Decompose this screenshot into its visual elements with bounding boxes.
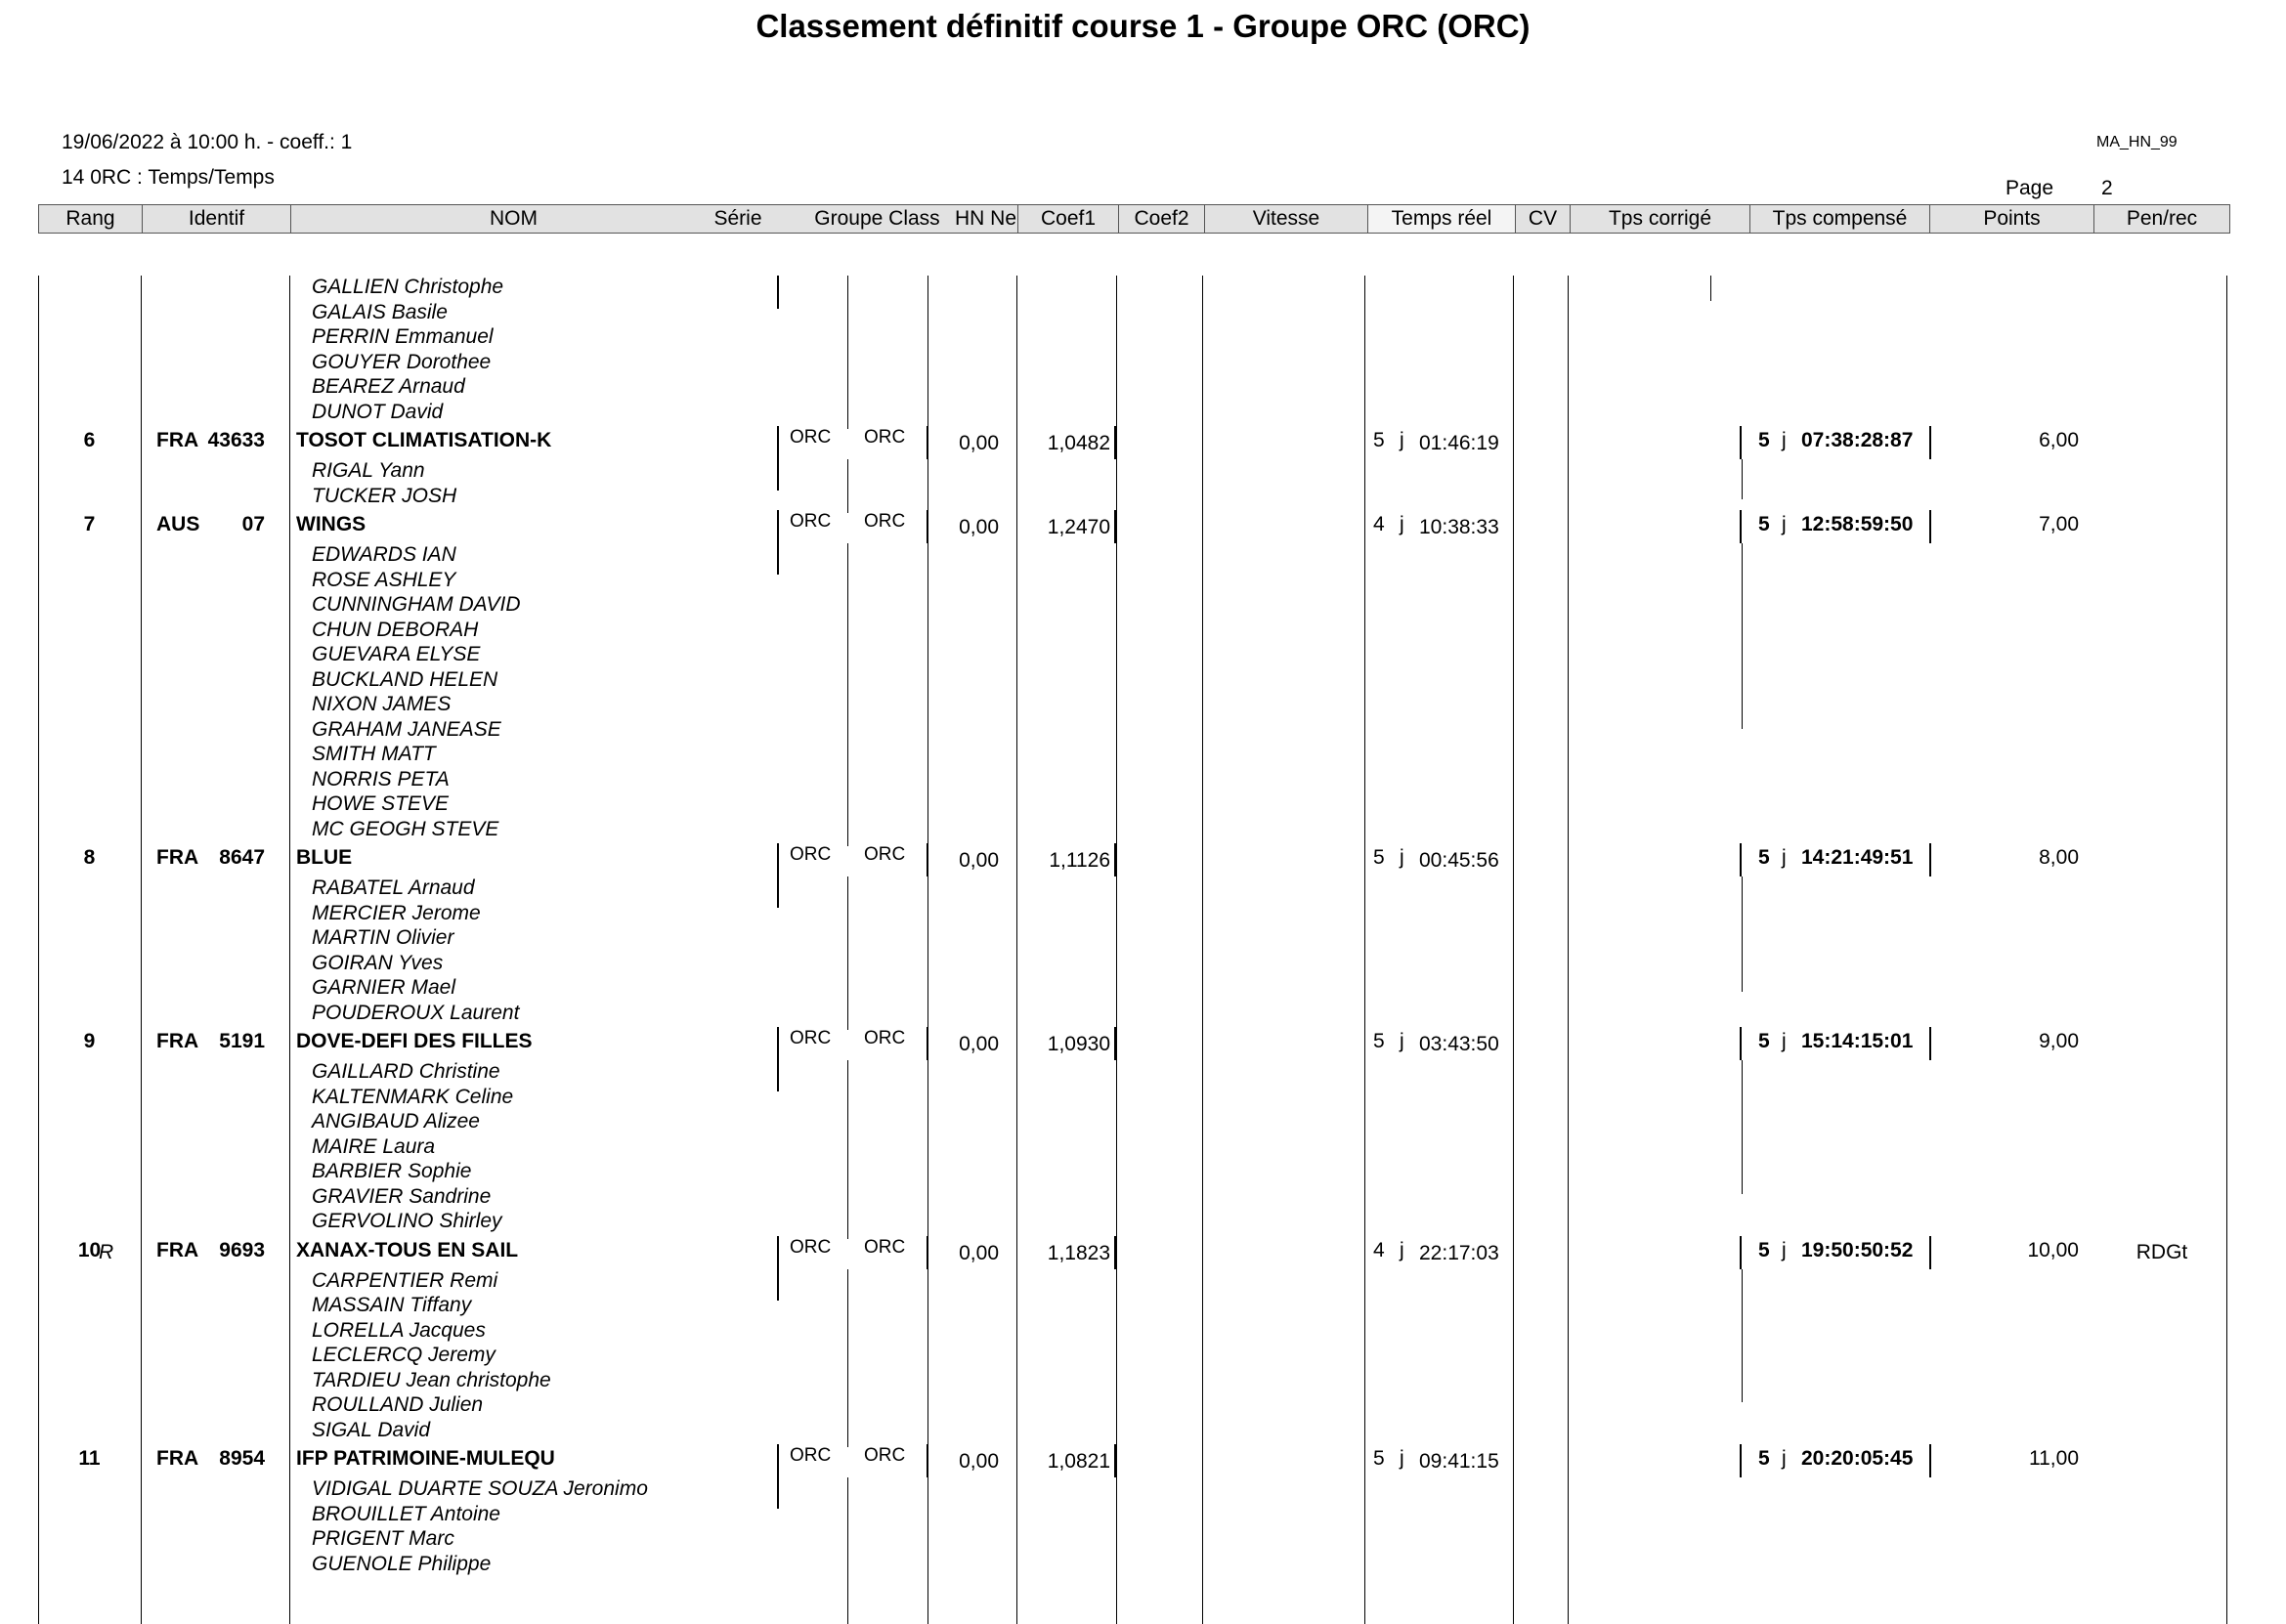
crew-member-name: SIGAL David	[312, 1418, 431, 1441]
crew-member-name: RABATEL Arnaud	[312, 876, 475, 899]
crew-member-name: GUEVARA ELYSE	[312, 643, 481, 665]
column-rule	[1202, 276, 1203, 1624]
points-value: 11,00	[2029, 1447, 2079, 1470]
column-tick-mark	[1114, 1027, 1116, 1060]
crew-member-name: GARNIER Mael	[312, 976, 456, 999]
column-rule	[1710, 276, 1711, 301]
page-number: 2	[2101, 177, 2113, 199]
crew-member-name: PERRIN Emmanuel	[312, 325, 494, 348]
elapsed-days-unit: j	[1400, 1238, 1404, 1261]
compensated-time: 07:38:28:87	[1801, 429, 1914, 451]
col-header-cv: CV	[1528, 207, 1558, 230]
elapsed-days: 5	[1373, 1030, 1385, 1052]
column-rule	[847, 276, 848, 429]
document-code: MA_HN_99	[2096, 134, 2178, 150]
compensated-days-unit: j	[1782, 429, 1787, 451]
col-header-vitesse: Vitesse	[1252, 207, 1320, 230]
handicap-value: 0,00	[959, 516, 999, 538]
sail-number: 5191	[219, 1030, 265, 1052]
boat-class: ORC	[864, 511, 906, 532]
column-tick-mark	[777, 276, 779, 309]
penalty-code: RDGt	[2135, 1240, 2188, 1263]
boat-group: ORC	[790, 427, 832, 448]
coef1-value: 1,0482	[1047, 432, 1110, 454]
column-rule	[847, 876, 848, 1030]
column-tick-mark	[777, 1236, 779, 1269]
elapsed-days: 5	[1373, 1447, 1385, 1470]
column-rule	[1364, 276, 1365, 1624]
crew-member-name: GOUYER Dorothee	[312, 350, 492, 373]
column-tick-mark	[777, 875, 779, 908]
boat-name: XANAX-TOUS EN SAIL	[296, 1238, 519, 1261]
rank-number: 10	[77, 1238, 102, 1261]
column-rule	[1742, 543, 1743, 729]
crew-member-name: CARPENTIER Remi	[312, 1268, 498, 1292]
crew-member-name: GUENOLE Philippe	[312, 1552, 492, 1575]
boat-name: IFP PATRIMOINE-MULEQU	[296, 1447, 555, 1470]
compensated-time: 19:50:50:52	[1801, 1238, 1914, 1261]
crew-member-name: MARTIN Olivier	[312, 926, 454, 949]
column-tick-mark	[1929, 426, 1931, 459]
elapsed-days: 5	[1373, 429, 1385, 451]
column-tick-mark	[1929, 510, 1931, 543]
handicap-value: 0,00	[959, 1033, 999, 1055]
elapsed-days-unit: j	[1400, 1447, 1404, 1470]
col-header-coef2: Coef2	[1134, 207, 1189, 230]
race-date-line: 19/06/2022 à 10:00 h. - coeff.: 1	[62, 131, 353, 153]
column-rule	[927, 459, 928, 513]
crew-member-name: PRIGENT Marc	[312, 1527, 454, 1550]
elapsed-time: 01:46:19	[1419, 432, 1499, 454]
column-rule	[1742, 459, 1743, 499]
column-tick-mark	[777, 541, 779, 575]
column-tick-mark	[777, 1027, 779, 1060]
coef1-value: 1,1126	[1049, 849, 1110, 872]
elapsed-time: 09:41:15	[1419, 1450, 1499, 1473]
col-header-rang: Rang	[65, 207, 115, 230]
boat-group: ORC	[790, 1028, 832, 1048]
compensated-days: 5	[1758, 1030, 1770, 1052]
elapsed-days-unit: j	[1400, 513, 1404, 535]
boat-nationality: FRA	[156, 1030, 199, 1052]
points-value: 7,00	[2039, 513, 2079, 535]
page-label: Page	[2006, 177, 2054, 199]
crew-member-name: BUCKLAND HELEN	[312, 667, 498, 691]
boat-group: ORC	[790, 844, 832, 865]
boat-class: ORC	[864, 1445, 906, 1466]
elapsed-time: 00:45:56	[1419, 849, 1499, 872]
compensated-time: 12:58:59:50	[1801, 513, 1914, 535]
boat-group: ORC	[790, 1445, 832, 1466]
crew-member-name: GRAHAM JANEASE	[312, 717, 501, 741]
compensated-days-unit: j	[1782, 1030, 1787, 1052]
coef1-value: 1,2470	[1047, 516, 1110, 538]
crew-member-name: DUNOT David	[312, 400, 444, 423]
elapsed-time: 22:17:03	[1419, 1241, 1499, 1264]
compensated-days-unit: j	[1782, 846, 1787, 869]
crew-member-name: BARBIER Sophie	[312, 1160, 472, 1182]
boat-name: WINGS	[296, 513, 367, 535]
column-tick-mark	[777, 457, 779, 491]
compensated-days-unit: j	[1782, 1238, 1787, 1261]
crew-member-name: RIGAL Yann	[312, 459, 425, 482]
elapsed-days-unit: j	[1400, 846, 1404, 869]
crew-member-name: TARDIEU Jean christophe	[312, 1368, 551, 1391]
column-rule	[927, 543, 928, 846]
boat-name: BLUE	[296, 846, 353, 869]
column-tick-mark	[777, 1058, 779, 1091]
column-rule	[1513, 276, 1514, 1624]
column-tick-mark	[777, 426, 779, 459]
column-tick-mark	[927, 843, 928, 876]
boat-name: DOVE-DEFI DES FILLES	[296, 1030, 533, 1052]
column-tick-mark	[1740, 1444, 1742, 1477]
crew-member-name: MASSAIN Tiffany	[312, 1294, 472, 1316]
column-tick-mark	[1740, 426, 1742, 459]
column-rule	[927, 876, 928, 1030]
col-header-nom: NOM	[490, 207, 538, 230]
series-line: 14 0RC : Temps/Temps	[62, 166, 275, 189]
boat-nationality: FRA	[156, 1238, 199, 1261]
boat-nationality: FRA	[156, 429, 199, 451]
crew-member-name: NORRIS PETA	[312, 767, 450, 791]
coef1-value: 1,1823	[1047, 1241, 1110, 1264]
elapsed-days: 4	[1373, 513, 1385, 535]
crew-member-name: SMITH MATT	[312, 743, 436, 765]
col-header-tps-corrige: Tps corrigé	[1608, 207, 1712, 230]
column-header-bar	[38, 204, 2230, 234]
crew-member-name: CUNNINGHAM DAVID	[312, 593, 521, 616]
column-rule	[927, 1060, 928, 1239]
rank-number: 8	[83, 846, 96, 869]
crew-member-name: GALLIEN Christophe	[312, 276, 504, 298]
col-header-pen-rec: Pen/rec	[2126, 207, 2198, 230]
coef1-value: 1,0930	[1047, 1033, 1110, 1055]
column-tick-mark	[777, 843, 779, 876]
crew-member-name: ROULLAND Julien	[312, 1393, 484, 1416]
handicap-value: 0,00	[959, 1450, 999, 1473]
column-tick-mark	[777, 1444, 779, 1477]
column-rule	[847, 459, 848, 513]
crew-member-name: ANGIBAUD Alizee	[312, 1110, 480, 1133]
crew-member-name: GOIRAN Yves	[312, 951, 444, 974]
column-rule	[847, 543, 848, 846]
column-tick-mark	[1114, 426, 1116, 459]
column-tick-mark	[927, 1236, 928, 1269]
rank-number: 7	[83, 513, 96, 535]
sail-number: 8647	[219, 846, 265, 869]
column-rule	[927, 1269, 928, 1448]
column-tick-mark	[1114, 1444, 1116, 1477]
boat-name: TOSOT CLIMATISATION-K	[296, 429, 552, 451]
column-rule	[1016, 276, 1017, 1624]
column-tick-mark	[777, 1267, 779, 1301]
elapsed-days-unit: j	[1400, 429, 1404, 451]
compensated-days-unit: j	[1782, 513, 1787, 535]
points-value: 9,00	[2039, 1030, 2079, 1052]
elapsed-time: 10:38:33	[1419, 516, 1499, 538]
column-tick-mark	[1740, 510, 1742, 543]
compensated-days: 5	[1758, 1447, 1770, 1470]
column-tick-mark	[1114, 510, 1116, 543]
column-tick-mark	[1929, 1236, 1931, 1269]
column-tick-mark	[1740, 843, 1742, 876]
column-rule	[289, 276, 290, 1624]
column-tick-mark	[1929, 843, 1931, 876]
compensated-time: 20:20:05:45	[1801, 1447, 1914, 1470]
handicap-value: 0,00	[959, 1241, 999, 1264]
col-header-coef1: Coef1	[1040, 207, 1097, 230]
crew-member-name: GERVOLINO Shirley	[312, 1210, 502, 1232]
compensated-days: 5	[1758, 513, 1770, 535]
crew-member-name: GAILLARD Christine	[312, 1060, 500, 1083]
boat-group: ORC	[790, 1236, 832, 1258]
rank-number: 11	[78, 1447, 101, 1470]
column-rule	[2226, 276, 2227, 1624]
compensated-time: 14:21:49:51	[1801, 846, 1914, 869]
column-tick-mark	[1114, 843, 1116, 876]
col-header-hn-ne: HN Ne	[954, 207, 1016, 230]
compensated-days-unit: j	[1782, 1447, 1787, 1470]
column-rule	[38, 276, 39, 1624]
compensated-days: 5	[1758, 1238, 1770, 1261]
sail-number: 8954	[219, 1447, 265, 1470]
elapsed-time: 03:43:50	[1419, 1033, 1499, 1055]
sail-number: 43633	[207, 429, 265, 451]
col-header-temps-reel: Temps réel	[1367, 205, 1516, 233]
crew-member-name: BEAREZ Arnaud	[312, 375, 465, 398]
crew-member-name: EDWARDS IAN	[312, 543, 456, 566]
boat-class: ORC	[864, 1236, 906, 1258]
crew-member-name: GALAIS Basile	[312, 300, 448, 323]
rank-flag: R	[99, 1240, 114, 1263]
boat-class: ORC	[864, 844, 906, 865]
boat-nationality: FRA	[156, 1447, 199, 1470]
col-header-tps-compense: Tps compensé	[1772, 207, 1908, 230]
boat-group: ORC	[790, 511, 832, 532]
compensated-days: 5	[1758, 846, 1770, 869]
compensated-time: 15:14:15:01	[1801, 1030, 1914, 1052]
column-tick-mark	[1929, 1444, 1931, 1477]
boat-class: ORC	[864, 427, 906, 448]
col-header-serie: Série	[713, 207, 762, 230]
column-rule	[847, 1060, 848, 1239]
column-rule	[141, 276, 142, 1624]
crew-member-name: VIDIGAL DUARTE SOUZA Jeronimo	[312, 1477, 648, 1500]
crew-member-name: GRAVIER Sandrine	[312, 1184, 492, 1208]
column-rule	[847, 1269, 848, 1448]
column-rule	[1742, 1060, 1743, 1194]
crew-member-name: ROSE ASHLEY	[312, 568, 456, 591]
rank-number: 9	[83, 1030, 96, 1052]
crew-member-name: LORELLA Jacques	[312, 1318, 486, 1342]
boat-nationality: FRA	[156, 846, 199, 869]
column-rule	[1742, 1269, 1743, 1403]
column-tick-mark	[777, 1475, 779, 1509]
column-rule	[927, 1477, 928, 1624]
crew-member-name: NIXON JAMES	[312, 693, 452, 715]
crew-member-name: HOWE STEVE	[312, 792, 450, 815]
column-rule	[847, 1477, 848, 1624]
crew-member-name: LECLERCQ Jeremy	[312, 1344, 496, 1366]
column-tick-mark	[927, 426, 928, 459]
column-tick-mark	[927, 510, 928, 543]
crew-member-name: TUCKER JOSH	[312, 484, 457, 507]
rank-number: 6	[83, 429, 96, 451]
document-title: Classement définitif course 1 - Groupe ORC (ORC)	[755, 8, 1531, 44]
column-tick-mark	[777, 510, 779, 543]
column-rule	[927, 276, 928, 429]
column-tick-mark	[927, 1027, 928, 1060]
column-tick-mark	[1929, 1027, 1931, 1060]
points-value: 6,00	[2039, 429, 2079, 451]
sail-number: 07	[241, 513, 265, 535]
column-tick-mark	[1740, 1236, 1742, 1269]
column-tick-mark	[927, 1444, 928, 1477]
column-rule	[1742, 876, 1743, 992]
crew-member-name: BROUILLET Antoine	[312, 1502, 500, 1525]
compensated-days: 5	[1758, 429, 1770, 451]
column-tick-mark	[1114, 1236, 1116, 1269]
elapsed-days: 4	[1373, 1238, 1385, 1261]
col-header-groupe-class: Groupe Class	[814, 207, 940, 230]
points-value: 8,00	[2039, 846, 2079, 869]
crew-member-name: CHUN DEBORAH	[312, 618, 479, 641]
crew-member-name: MERCIER Jerome	[312, 901, 481, 924]
col-header-points: Points	[1983, 207, 2041, 230]
column-tick-mark	[1740, 1027, 1742, 1060]
sail-number: 9693	[219, 1238, 265, 1261]
crew-member-name: MAIRE Laura	[312, 1134, 436, 1158]
handicap-value: 0,00	[959, 432, 999, 454]
crew-member-name: MC GEOGH STEVE	[312, 817, 499, 840]
coef1-value: 1,0821	[1047, 1450, 1110, 1473]
col-header-identif: Identif	[188, 207, 245, 230]
column-rule	[1568, 276, 1569, 1624]
elapsed-days-unit: j	[1400, 1030, 1404, 1052]
elapsed-days: 5	[1373, 846, 1385, 869]
crew-member-name: KALTENMARK Celine	[312, 1085, 514, 1108]
points-value: 10,00	[2027, 1238, 2079, 1261]
handicap-value: 0,00	[959, 849, 999, 872]
crew-member-name: POUDEROUX Laurent	[312, 1001, 520, 1024]
column-rule	[1116, 276, 1117, 1624]
boat-class: ORC	[864, 1028, 906, 1048]
boat-nationality: AUS	[156, 513, 200, 535]
